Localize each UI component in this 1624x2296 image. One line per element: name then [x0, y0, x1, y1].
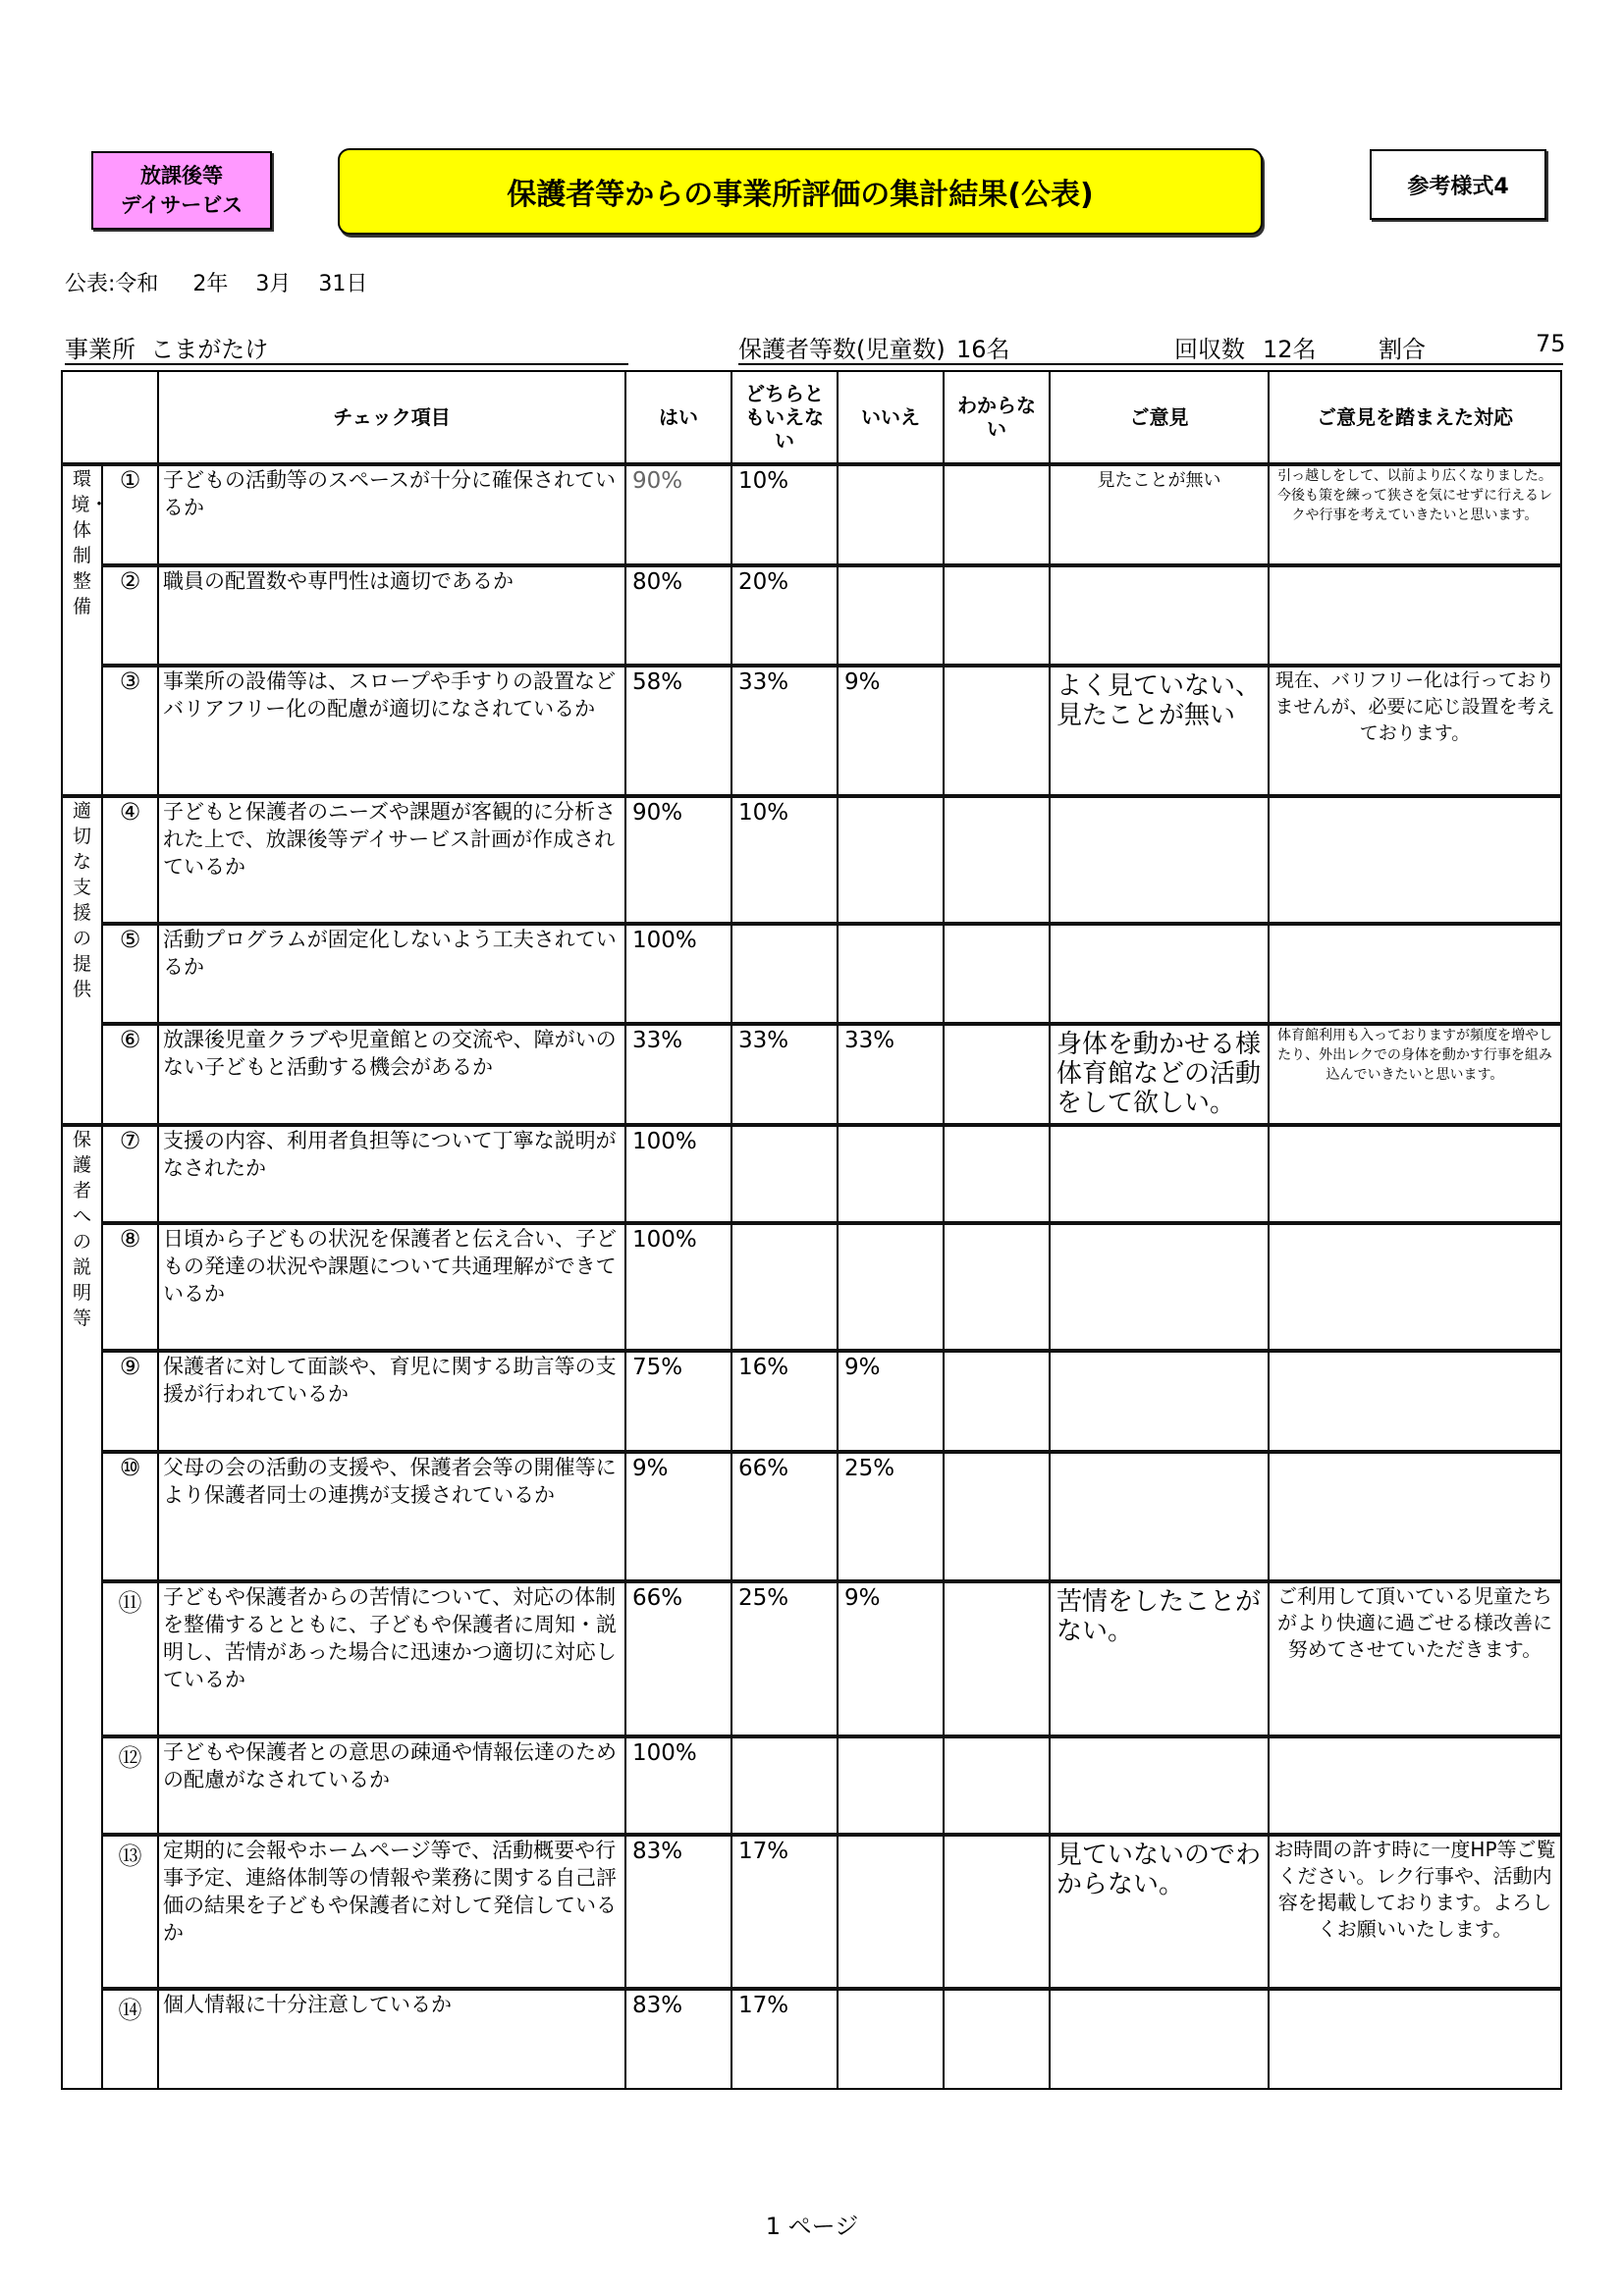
- pct-yes: 100%: [625, 1125, 731, 1223]
- pct-no: [838, 1223, 944, 1351]
- opinion-cell: よく見ていない、見たことが無い: [1050, 666, 1269, 796]
- response-cell: [1269, 1989, 1561, 2089]
- pct-neither: 10%: [731, 464, 838, 565]
- table-row: [62, 1125, 1561, 1223]
- response-cell: [1269, 565, 1561, 666]
- response-cell: 引っ越しをして、以前より広くなりました。今後も策を練って狭さを気にせずに行えるレクや行事を考えていきたいと思います。: [1269, 464, 1561, 565]
- check-item: 個人情報に十分注意しているか: [158, 1989, 625, 2089]
- header-unknown: わからない: [944, 371, 1050, 464]
- evaluation-table: [61, 370, 1562, 2090]
- pct-neither: 16%: [731, 1351, 838, 1452]
- pct-neither: 20%: [731, 565, 838, 666]
- opinion-cell: [1050, 796, 1269, 924]
- pct-neither: 17%: [731, 1989, 838, 2089]
- pct-unknown: [944, 565, 1050, 666]
- response-cell: [1269, 1223, 1561, 1351]
- table-row: [62, 1989, 1561, 2089]
- response-cell: [1269, 1736, 1561, 1835]
- page-title-text: 保護者等からの事業所評価の集計結果(公表): [507, 178, 1094, 212]
- pct-unknown: [944, 1452, 1050, 1581]
- pct-unknown: [944, 1581, 1050, 1736]
- pct-no: [838, 1989, 944, 2089]
- pct-yes: 90%: [625, 796, 731, 924]
- opinion-cell: [1050, 1736, 1269, 1835]
- check-item: 父母の会の活動の支援や、保護者会等の開催等により保護者同士の連携が支援されているか: [158, 1452, 625, 1581]
- service-type-line-1: 放課後等: [140, 164, 223, 187]
- header-check-item: チェック項目: [158, 371, 625, 464]
- pct-yes: 100%: [625, 1736, 731, 1835]
- check-item: 子どもと保護者のニーズや課題が客観的に分析された上で、放課後等デイサービス計画が作成されているか: [158, 796, 625, 924]
- item-number: ⑧: [102, 1223, 158, 1351]
- pct-no: [838, 565, 944, 666]
- check-item: 事業所の設備等は、スロープや手すりの設置などバリアフリー化の配慮が適切になされているか: [158, 666, 625, 796]
- table-row: [62, 924, 1561, 1024]
- ratio-value: 75: [1536, 330, 1566, 357]
- category-label: 保護者への説明等: [72, 1129, 91, 1329]
- pct-no: [838, 1736, 944, 1835]
- pct-unknown: [944, 1223, 1050, 1351]
- category-label: 環境・体制整備: [71, 468, 109, 617]
- table-row: [62, 666, 1561, 796]
- page-title: [338, 148, 1263, 235]
- collected-label: 回収数: [1174, 336, 1245, 363]
- header-response: ご意見を踏まえた対応: [1269, 371, 1561, 464]
- guardians-value: 16名: [956, 336, 1010, 363]
- header-yes: はい: [625, 371, 731, 464]
- response-cell: ご利用して頂いている児童たちがより快適に過ごせる様改善に努めてさせていただきます。: [1269, 1581, 1561, 1736]
- table-row: [62, 1581, 1561, 1736]
- check-item: 保護者に対して面談や、育児に関する助言等の支援が行われているか: [158, 1351, 625, 1452]
- item-number: ⑤: [102, 924, 158, 1024]
- publication-year: 2年: [192, 272, 229, 296]
- item-number: ⑫: [102, 1736, 158, 1835]
- pct-neither: 66%: [731, 1452, 838, 1581]
- pct-no: 9%: [838, 1581, 944, 1736]
- opinion-cell: [1050, 1989, 1269, 2089]
- table-row: [62, 1223, 1561, 1351]
- response-cell: [1269, 1452, 1561, 1581]
- check-item: 子どもの活動等のスペースが十分に確保されているか: [158, 464, 625, 565]
- response-cell: 体育館利用も入っておりますが頻度を増やしたり、外出レクでの身体を動かす行事を組み込んでいきたいと思います。: [1269, 1024, 1561, 1125]
- pct-no: [838, 924, 944, 1024]
- office-label: 事業所: [65, 336, 135, 363]
- table-row: [62, 1835, 1561, 1989]
- pct-unknown: [944, 666, 1050, 796]
- pct-yes: 9%: [625, 1452, 731, 1581]
- opinion-cell: 身体を動かせる様体育館などの活動をして欲しい。: [1050, 1024, 1269, 1125]
- publication-date: [65, 267, 367, 297]
- table-row: [62, 1452, 1561, 1581]
- check-item: 定期的に会報やホームページ等で、活動概要や行事予定、連絡体制等の情報や業務に関する自己評価の結果を子どもや保護者に対して発信しているか: [158, 1835, 625, 1989]
- service-type-line-2: デイサービス: [120, 193, 244, 217]
- pct-unknown: [944, 1125, 1050, 1223]
- item-number: ⑪: [102, 1581, 158, 1736]
- category-cell: [62, 796, 102, 1125]
- check-item: 日頃から子どもの状況を保護者と伝え合い、子どもの発達の状況や課題について共通理解ができているか: [158, 1223, 625, 1351]
- pct-yes: 58%: [625, 666, 731, 796]
- opinion-cell: [1050, 565, 1269, 666]
- opinion-cell: [1050, 1452, 1269, 1581]
- item-number: ⑭: [102, 1989, 158, 2089]
- pct-yes: 83%: [625, 1835, 731, 1989]
- pct-neither: 25%: [731, 1581, 838, 1736]
- table-row: [62, 1736, 1561, 1835]
- check-item: 支援の内容、利用者負担等について丁寧な説明がなされたか: [158, 1125, 625, 1223]
- office-line: [65, 330, 628, 365]
- pct-no: 9%: [838, 666, 944, 796]
- pct-no: [838, 796, 944, 924]
- check-item: 活動プログラムが固定化しないよう工夫されているか: [158, 924, 625, 1024]
- pct-yes: 83%: [625, 1989, 731, 2089]
- pct-no: 25%: [838, 1452, 944, 1581]
- pct-unknown: [944, 924, 1050, 1024]
- category-cell: [62, 1125, 102, 2089]
- pct-unknown: [944, 1835, 1050, 1989]
- header-neither: どちらともいえない: [731, 371, 838, 464]
- pct-neither: 33%: [731, 1024, 838, 1125]
- publication-month: 3月: [255, 272, 292, 296]
- pct-no: [838, 1125, 944, 1223]
- reference-form-badge: [1370, 149, 1546, 220]
- pct-neither: [731, 1223, 838, 1351]
- response-cell: [1269, 796, 1561, 924]
- pct-unknown: [944, 1736, 1050, 1835]
- check-item: 子どもや保護者との意思の疎通や情報伝達のための配慮がなされているか: [158, 1736, 625, 1835]
- item-number: ⑩: [102, 1452, 158, 1581]
- check-item: 職員の配置数や専門性は適切であるか: [158, 565, 625, 666]
- response-cell: [1269, 1125, 1561, 1223]
- pct-neither: 10%: [731, 796, 838, 924]
- opinion-cell: [1050, 1125, 1269, 1223]
- item-number: ⑦: [102, 1125, 158, 1223]
- opinion-cell: 見たことが無い: [1050, 464, 1269, 565]
- pct-no: [838, 1835, 944, 1989]
- response-cell: [1269, 1351, 1561, 1452]
- pct-unknown: [944, 1024, 1050, 1125]
- header-blank: [62, 371, 158, 464]
- pct-unknown: [944, 1989, 1050, 2089]
- opinion-cell: 苦情をしたことがない。: [1050, 1581, 1269, 1736]
- pct-yes: 80%: [625, 565, 731, 666]
- response-counts: [738, 330, 1566, 365]
- table-row: [62, 565, 1561, 666]
- table-row: [62, 1351, 1561, 1452]
- header-row: [62, 371, 1561, 464]
- item-number: ⑬: [102, 1835, 158, 1989]
- header-opinion: ご意見: [1050, 371, 1269, 464]
- publication-day: 31日: [318, 272, 368, 296]
- opinion-cell: 見ていないのでわからない。: [1050, 1835, 1269, 1989]
- item-number: ④: [102, 796, 158, 924]
- pct-no: 9%: [838, 1351, 944, 1452]
- pct-neither: [731, 1736, 838, 1835]
- pct-yes: 66%: [625, 1581, 731, 1736]
- opinion-cell: [1050, 1223, 1269, 1351]
- pct-neither: 33%: [731, 666, 838, 796]
- pct-no: 33%: [838, 1024, 944, 1125]
- check-item: 放課後児童クラブや児童館との交流や、障がいのない子どもと活動する機会があるか: [158, 1024, 625, 1125]
- opinion-cell: [1050, 924, 1269, 1024]
- ratio-label: 割合: [1379, 336, 1426, 363]
- response-cell: [1269, 924, 1561, 1024]
- category-label: 適切な支援の提供: [72, 800, 91, 1000]
- header-no: いいえ: [838, 371, 944, 464]
- check-item: 子どもや保護者からの苦情について、対応の体制を整備するとともに、子どもや保護者に周知・説明し、苦情があった場合に迅速かつ適切に対応しているか: [158, 1581, 625, 1736]
- pct-yes: 90%: [625, 464, 731, 565]
- pct-unknown: [944, 464, 1050, 565]
- pct-yes: 100%: [625, 924, 731, 1024]
- category-cell: [62, 464, 109, 796]
- publication-label: 公表:令和: [65, 272, 159, 296]
- office-name: こまがたけ: [150, 336, 269, 363]
- pct-yes: 33%: [625, 1024, 731, 1125]
- page-number: 1 ページ: [765, 2213, 859, 2240]
- table-row: [62, 464, 1561, 565]
- table-row: [62, 796, 1561, 924]
- response-cell: お時間の許す時に一度HP等ご覧ください。レク行事や、活動内容を掲載しております。よろしくお願いいたします。: [1269, 1835, 1561, 1989]
- pct-neither: 17%: [731, 1835, 838, 1989]
- item-number: ③: [102, 666, 158, 796]
- pct-no: [838, 464, 944, 565]
- item-number: ①: [102, 464, 158, 565]
- collected-value: 12名: [1263, 336, 1317, 363]
- item-number: ⑨: [102, 1351, 158, 1452]
- pct-yes: 75%: [625, 1351, 731, 1452]
- response-cell: 現在、バリフリー化は行っておりませんが、必要に応じ設置を考えております。: [1269, 666, 1561, 796]
- table-row: [62, 1024, 1561, 1125]
- pct-unknown: [944, 1351, 1050, 1452]
- item-number: ②: [102, 565, 158, 666]
- pct-neither: [731, 1125, 838, 1223]
- guardians-label: 保護者等数(児童数): [738, 336, 946, 363]
- pct-neither: [731, 924, 838, 1024]
- service-type-badge: [91, 151, 272, 230]
- item-number: ⑥: [102, 1024, 158, 1125]
- pct-unknown: [944, 796, 1050, 924]
- pct-yes: 100%: [625, 1223, 731, 1351]
- reference-form-text: 参考様式4: [1407, 174, 1509, 199]
- opinion-cell: [1050, 1351, 1269, 1452]
